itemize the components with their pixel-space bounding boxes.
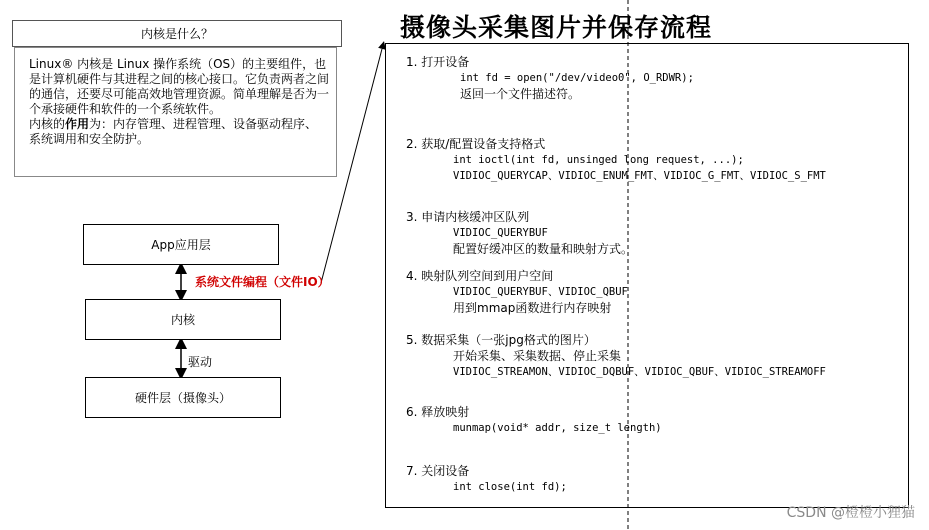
step-code: int close(int fd);: [453, 481, 567, 493]
step-note: 返回一个文件描述符。: [460, 87, 581, 101]
kernel-layer-label: 内核: [170, 313, 195, 327]
kernel-description-p2-prefix: 内核的: [29, 117, 66, 131]
step-code: int fd = open("/dev/video0", O_RDWR);: [460, 72, 694, 84]
kernel-title-box: [12, 20, 342, 47]
kernel-description: [29, 57, 329, 147]
flow-step-3: [406, 209, 633, 257]
flow-box: [385, 43, 909, 508]
flow-step-2: [406, 136, 826, 184]
step-note: 用到mmap函数进行内存映射: [453, 301, 612, 315]
driver-label: 驱动: [188, 355, 213, 369]
step-heading: 6. 释放映射: [406, 405, 470, 419]
step-code: VIDIOC_QUERYBUF、VIDIOC_QBUF: [453, 286, 628, 298]
step-code: munmap(void* addr, size_t length): [453, 422, 662, 434]
syscall-label: 系统文件编程（文件IO）: [195, 275, 330, 289]
flow-step-5: [406, 332, 826, 380]
flow-step-7: [406, 463, 567, 495]
kernel-description-p2-rest: 为：内存管理、进程管理、设备驱动程序、系统调用和安全防护。: [29, 117, 318, 146]
step-code: VIDIOC_QUERYCAP、VIDIOC_ENUM_FMT、VIDIOC_G_FMT、VIDIOC_S_FMT: [453, 170, 826, 182]
watermark: CSDN @橙橙小狸猫: [786, 505, 915, 521]
hardware-layer-label: 硬件层（摄像头）: [134, 391, 231, 405]
step-note: 配置好缓冲区的数量和映射方式。: [453, 242, 634, 256]
step-heading: 7. 关闭设备: [406, 464, 470, 478]
flow-step-4: [406, 268, 628, 316]
kernel-description-p1: Linux® 内核是 Linux 操作系统（OS）的主要组件，也是计算机硬件与其进程之间的核心接口。它负责两者之间的通信，还要尽可能高效地管理资源。简单理解是否为一个承接硬件和软件的一个系统软件。: [29, 57, 330, 116]
step-note: 开始采集、采集数据、停止采集: [453, 349, 622, 363]
kernel-description-p2-bold: 作用: [65, 117, 90, 131]
app-layer-box: [83, 224, 279, 265]
step-heading: 3. 申请内核缓冲区队列: [406, 210, 530, 224]
step-code: VIDIOC_STREAMON、VIDIOC_DQBUF、VIDIOC_QBUF、VIDIOC_STREAMOFF: [453, 366, 826, 378]
step-heading: 4. 映射队列空间到用户空间: [406, 269, 554, 283]
flow-title: 摄像头采集图片并保存流程: [400, 13, 713, 42]
step-heading: 2. 获取/配置设备支持格式: [406, 137, 546, 151]
app-layer-label: App应用层: [151, 238, 211, 252]
hardware-layer-box: [85, 377, 281, 418]
kernel-description-box: [14, 47, 337, 177]
flow-step-1: [406, 54, 694, 102]
kernel-layer-box: [85, 299, 281, 340]
step-code: VIDIOC_QUERYBUF: [453, 227, 548, 239]
step-heading: 5. 数据采集（一张jpg格式的图片）: [406, 333, 596, 347]
step-heading: 1. 打开设备: [406, 55, 470, 69]
step-code: int ioctl(int fd, unsinged long request, ...);: [453, 154, 744, 166]
flow-step-6: [406, 404, 662, 436]
kernel-title: 内核是什么？: [140, 27, 213, 41]
